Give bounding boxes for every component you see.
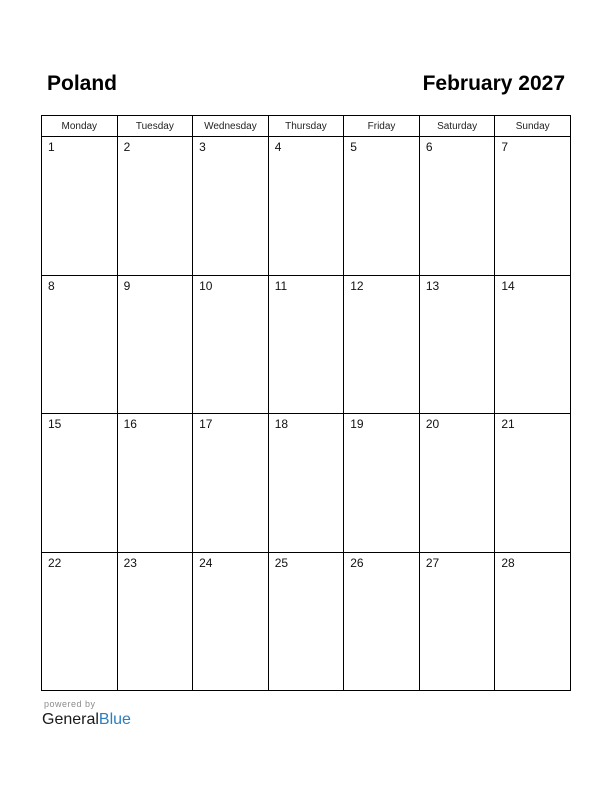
week-row — [42, 414, 571, 553]
day-cell — [117, 137, 193, 276]
day-number: 8 — [48, 278, 55, 293]
day-cell — [193, 552, 269, 691]
day-number: 27 — [425, 555, 440, 570]
day-cell — [193, 137, 269, 276]
month-year-title: February 2027 — [422, 72, 565, 95]
week-row — [42, 552, 571, 691]
week-row — [42, 137, 571, 276]
weekday-header: Sunday — [495, 116, 571, 137]
powered-by-text: powered by — [44, 699, 96, 709]
day-cell — [419, 552, 495, 691]
weekday-header: Thursday — [268, 116, 344, 137]
day-cell — [344, 414, 420, 553]
day-number: 20 — [425, 417, 440, 431]
day-number: 17 — [199, 417, 213, 431]
day-number: 4 — [274, 140, 282, 154]
day-number: 2 — [123, 140, 131, 154]
day-number: 15 — [48, 417, 62, 431]
day-number: 5 — [350, 140, 357, 154]
day-cell — [117, 275, 193, 414]
day-cell — [495, 137, 571, 276]
day-number: 13 — [425, 278, 440, 293]
calendar-grid — [41, 115, 571, 691]
day-number: 23 — [123, 555, 137, 570]
week-row — [42, 275, 571, 414]
day-cell — [268, 137, 344, 276]
day-number: 21 — [501, 417, 515, 431]
weekday-header: Friday — [344, 116, 420, 137]
day-number: 11 — [274, 278, 288, 293]
day-cell — [344, 275, 420, 414]
day-cell — [495, 275, 571, 414]
day-cell — [344, 552, 420, 691]
day-number: 10 — [199, 278, 213, 293]
weekday-header: Monday — [42, 116, 118, 137]
day-cell — [419, 275, 495, 414]
day-number: 7 — [501, 140, 509, 154]
day-cell — [495, 414, 571, 553]
brand-name-part2: Blue — [98, 711, 131, 728]
day-cell — [42, 137, 118, 276]
day-number: 25 — [274, 555, 289, 570]
weekday-header: Saturday — [419, 116, 495, 137]
day-number: 22 — [48, 555, 62, 570]
weekday-header: Tuesday — [117, 116, 193, 137]
day-cell — [42, 414, 118, 553]
day-number: 19 — [350, 417, 364, 431]
day-cell — [268, 275, 344, 414]
day-cell — [419, 414, 495, 553]
day-number: 9 — [123, 278, 131, 293]
day-number: 1 — [48, 140, 55, 154]
day-cell — [117, 414, 193, 553]
day-cell — [42, 275, 118, 414]
day-number: 12 — [350, 278, 364, 293]
day-number: 6 — [425, 140, 433, 154]
weekday-header-row — [42, 116, 571, 137]
day-number: 24 — [199, 555, 213, 570]
day-cell — [268, 414, 344, 553]
day-cell — [419, 137, 495, 276]
day-cell — [268, 552, 344, 691]
day-number: 18 — [274, 417, 289, 431]
brand-name-part1: General — [42, 711, 99, 728]
day-cell — [117, 552, 193, 691]
weekday-header: Wednesday — [193, 116, 269, 137]
day-number: 3 — [199, 140, 206, 154]
day-number: 26 — [350, 555, 364, 570]
day-cell — [193, 414, 269, 553]
country-title: Poland — [47, 72, 118, 95]
day-number: 14 — [501, 278, 515, 293]
day-cell — [495, 552, 571, 691]
day-number: 16 — [123, 417, 137, 431]
day-cell — [344, 137, 420, 276]
day-cell — [42, 552, 118, 691]
day-number: 28 — [501, 555, 515, 570]
day-cell — [193, 275, 269, 414]
generalblue-logo[interactable] — [42, 710, 131, 730]
